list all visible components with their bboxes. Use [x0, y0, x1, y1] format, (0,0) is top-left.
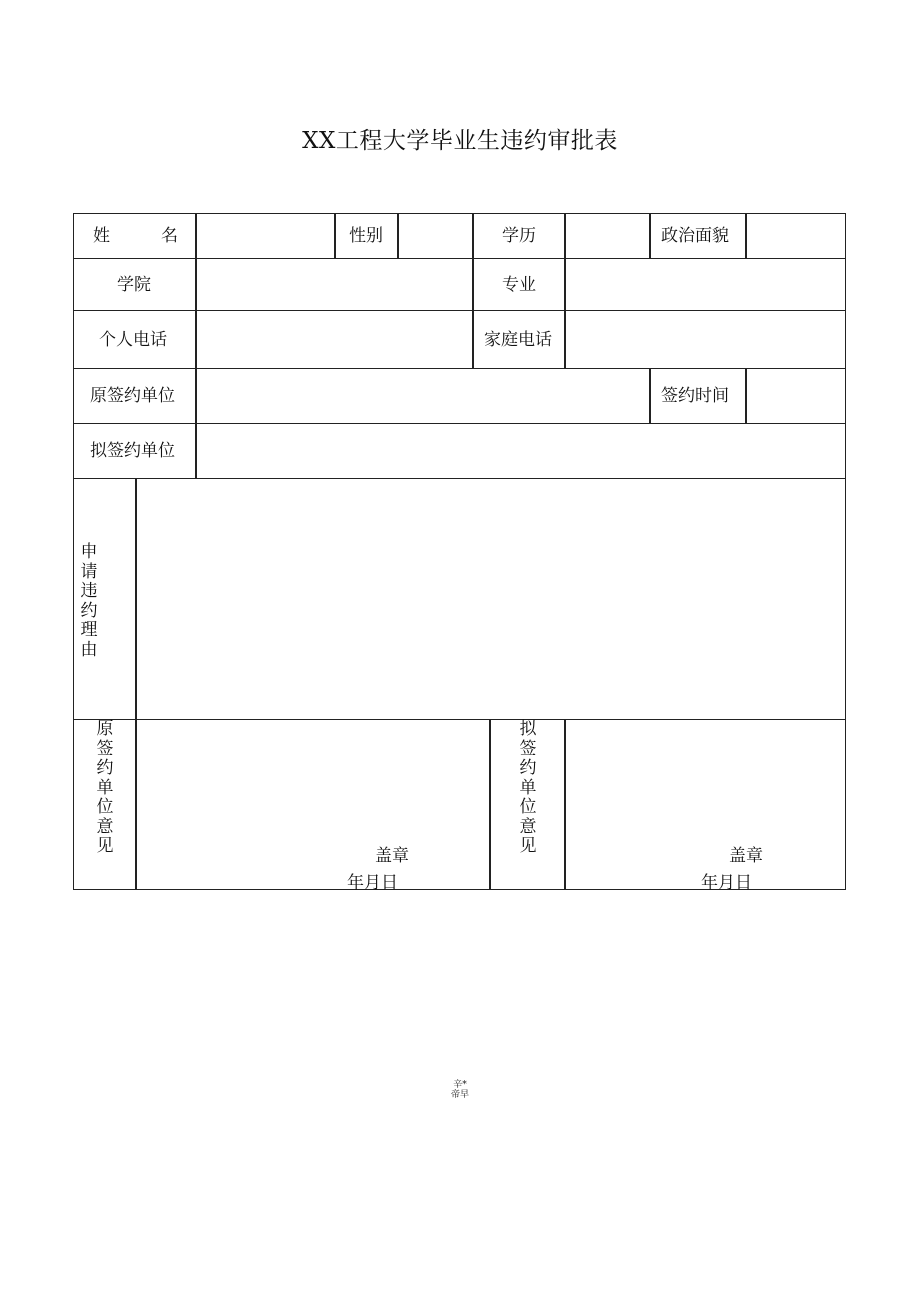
proposed-employer-label: 拟签约单位	[90, 441, 175, 461]
name-label-cell	[73, 213, 196, 259]
political-status-label: 政治面貌	[661, 226, 729, 246]
major-label: 专业	[502, 275, 536, 295]
proposed-opinion-label: 拟签约单位意见	[519, 719, 537, 856]
education-label: 学历	[502, 226, 536, 246]
education-field[interactable]	[565, 213, 650, 259]
political-status-label-cell	[650, 213, 746, 259]
signing-date-field[interactable]	[746, 368, 846, 424]
proposed-employer-field[interactable]	[196, 423, 846, 479]
home-phone-field[interactable]	[565, 310, 846, 369]
name-field[interactable]	[196, 213, 335, 259]
proposed-stamp-label: 盖章	[729, 846, 763, 866]
home-phone-label-cell	[473, 310, 565, 369]
original-employer-label: 原签约单位	[90, 386, 175, 406]
personal-phone-label-cell	[73, 310, 196, 369]
college-field[interactable]	[196, 258, 473, 311]
original-opinion-label: 原签约单位意见	[96, 719, 114, 856]
college-label: 学院	[117, 275, 151, 295]
signing-date-label: 签约时间	[661, 386, 729, 406]
proposed-employer-label-cell	[73, 423, 196, 479]
original-opinion-label-cell	[73, 719, 136, 890]
original-employer-label-cell	[73, 368, 196, 424]
reason-field[interactable]	[136, 478, 846, 720]
college-label-cell	[73, 258, 196, 311]
political-status-field[interactable]	[746, 213, 846, 259]
footer-line-1: 辛*	[453, 1080, 467, 1090]
major-field[interactable]	[565, 258, 846, 311]
education-label-cell	[473, 213, 565, 259]
home-phone-label: 家庭电话	[484, 330, 552, 350]
signing-date-label-cell	[650, 368, 746, 424]
name-label-second: 名	[161, 226, 178, 246]
original-opinion-field[interactable]	[136, 719, 490, 893]
original-date-label: 年月日	[347, 873, 398, 893]
page-footer-mark	[440, 1080, 480, 1100]
footer-line-2: 帝早	[450, 1090, 469, 1100]
proposed-opinion-label-cell	[490, 719, 565, 890]
proposed-date-label: 年月日	[701, 873, 752, 893]
gender-label-cell	[335, 213, 398, 259]
personal-phone-field[interactable]	[196, 310, 473, 369]
name-label-first: 姓	[93, 226, 110, 246]
personal-phone-label: 个人电话	[99, 330, 167, 350]
gender-field[interactable]	[398, 213, 473, 259]
original-stamp-label: 盖章	[375, 846, 409, 866]
major-label-cell	[473, 258, 565, 311]
gender-label: 性别	[349, 226, 383, 246]
reason-label-cell	[73, 478, 136, 720]
original-employer-field[interactable]	[196, 368, 650, 424]
page-title: XX工程大学毕业生违约审批表	[302, 128, 618, 154]
reason-label: 申请违约理由	[80, 542, 98, 660]
proposed-opinion-field[interactable]	[565, 719, 846, 893]
